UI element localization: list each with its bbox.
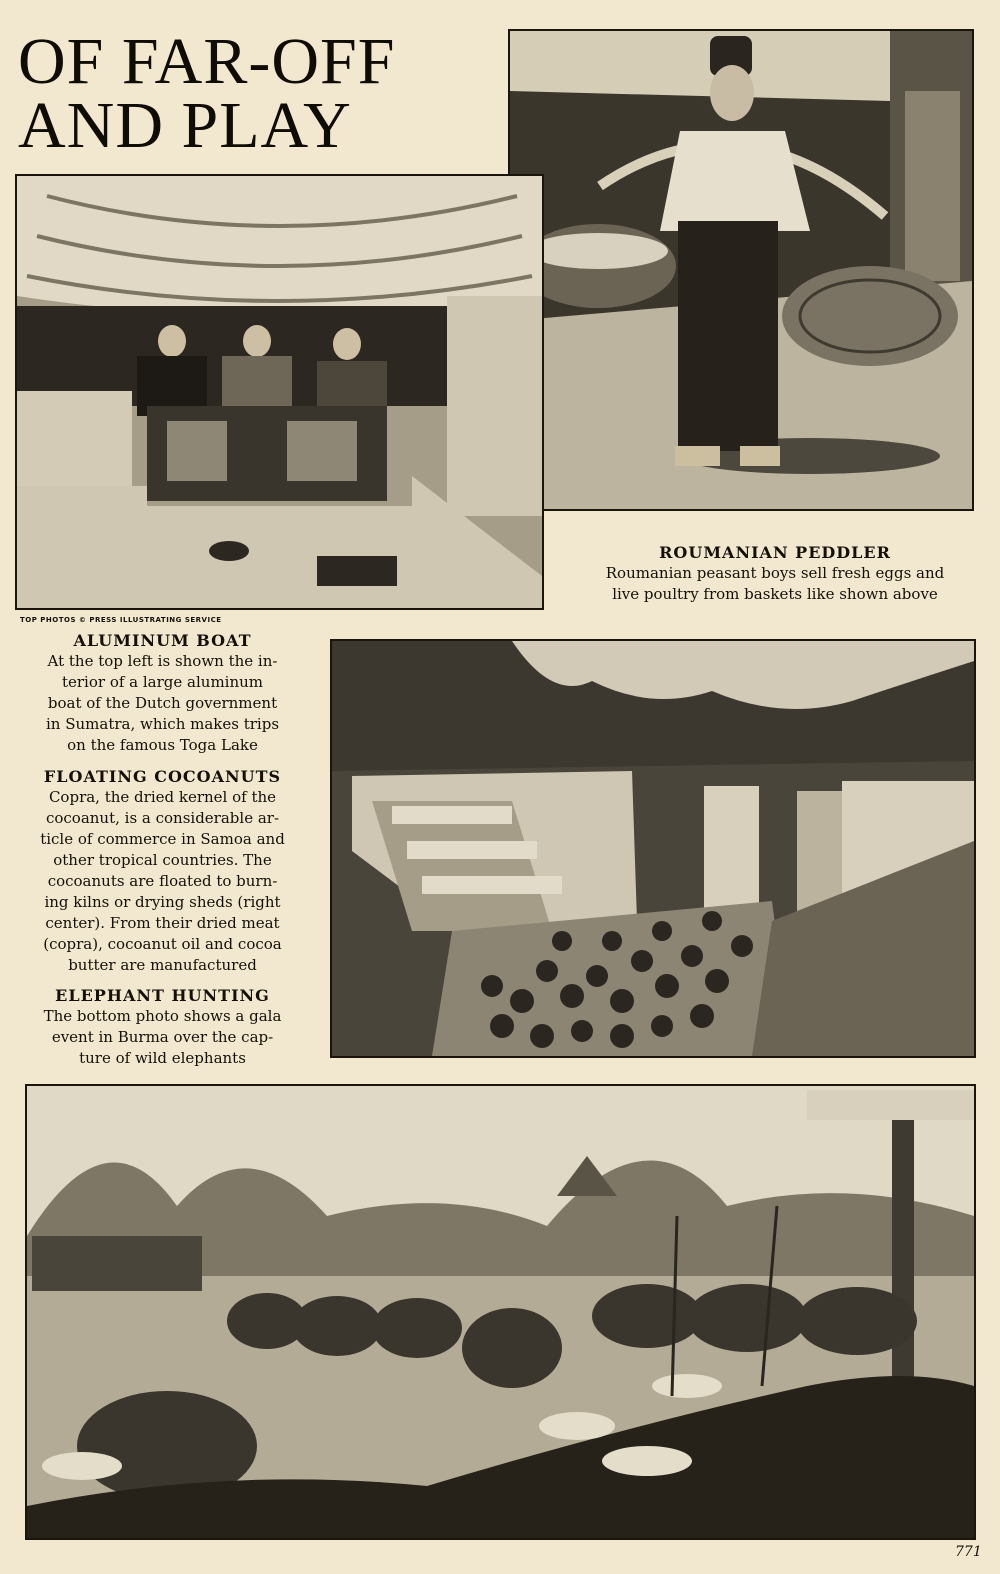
headline-line-1: OF FAR-OFF bbox=[18, 25, 396, 98]
caption-line: The bottom photo shows a gala bbox=[43, 1007, 282, 1025]
headline bbox=[18, 25, 396, 162]
caption-line: At the top left is shown the in- bbox=[47, 652, 278, 670]
caption-line: Roumanian peasant boys sell fresh eggs and bbox=[605, 564, 945, 582]
caption-line: cocoanuts are floated to burn- bbox=[47, 872, 278, 890]
caption-line: boat of the Dutch government bbox=[47, 694, 278, 712]
caption-line: other tropical countries. The bbox=[53, 851, 272, 869]
caption-aluminum-boat bbox=[20, 631, 305, 756]
caption-line: butter are manufactured bbox=[68, 956, 257, 974]
caption-line: on the famous Toga Lake bbox=[67, 736, 258, 754]
caption-line: center). From their dried meat bbox=[45, 914, 280, 932]
caption-line: cocoanut, is a considerable ar- bbox=[45, 809, 280, 827]
caption-heading: FLOATING COCOANUTS bbox=[43, 767, 282, 786]
photo-elephant-hunting bbox=[25, 1084, 976, 1540]
caption-elephant-hunting bbox=[20, 986, 305, 1069]
headline-line-2: AND PLAY bbox=[18, 89, 352, 162]
caption-line: Copra, the dried kernel of the bbox=[48, 788, 277, 806]
caption-line: ticle of commerce in Samoa and bbox=[40, 830, 285, 848]
caption-line: in Sumatra, which makes trips bbox=[45, 715, 280, 733]
page-number: 771 bbox=[955, 1544, 982, 1560]
photo-floating-cocoanuts bbox=[330, 639, 976, 1058]
caption-line: live poultry from baskets like shown above bbox=[612, 585, 938, 603]
caption-line: terior of a large aluminum bbox=[61, 673, 264, 691]
caption-roumanian-peddler bbox=[560, 543, 990, 605]
photo-aluminum-boat bbox=[15, 174, 544, 610]
photo-credit: TOP PHOTOS © PRESS ILLUSTRATING SERVICE bbox=[20, 616, 222, 624]
photo-roumanian-peddler bbox=[508, 29, 974, 511]
caption-line: event in Burma over the cap- bbox=[51, 1028, 274, 1046]
caption-heading: ALUMINUM BOAT bbox=[73, 631, 252, 650]
caption-heading: ROUMANIAN PEDDLER bbox=[659, 543, 891, 562]
caption-heading: ELEPHANT HUNTING bbox=[55, 986, 270, 1005]
caption-line: ing kilns or drying sheds (right bbox=[44, 893, 281, 911]
caption-line: ture of wild elephants bbox=[79, 1049, 246, 1067]
caption-floating-cocoanuts bbox=[20, 767, 305, 976]
caption-line: (copra), cocoanut oil and cocoa bbox=[43, 935, 282, 953]
